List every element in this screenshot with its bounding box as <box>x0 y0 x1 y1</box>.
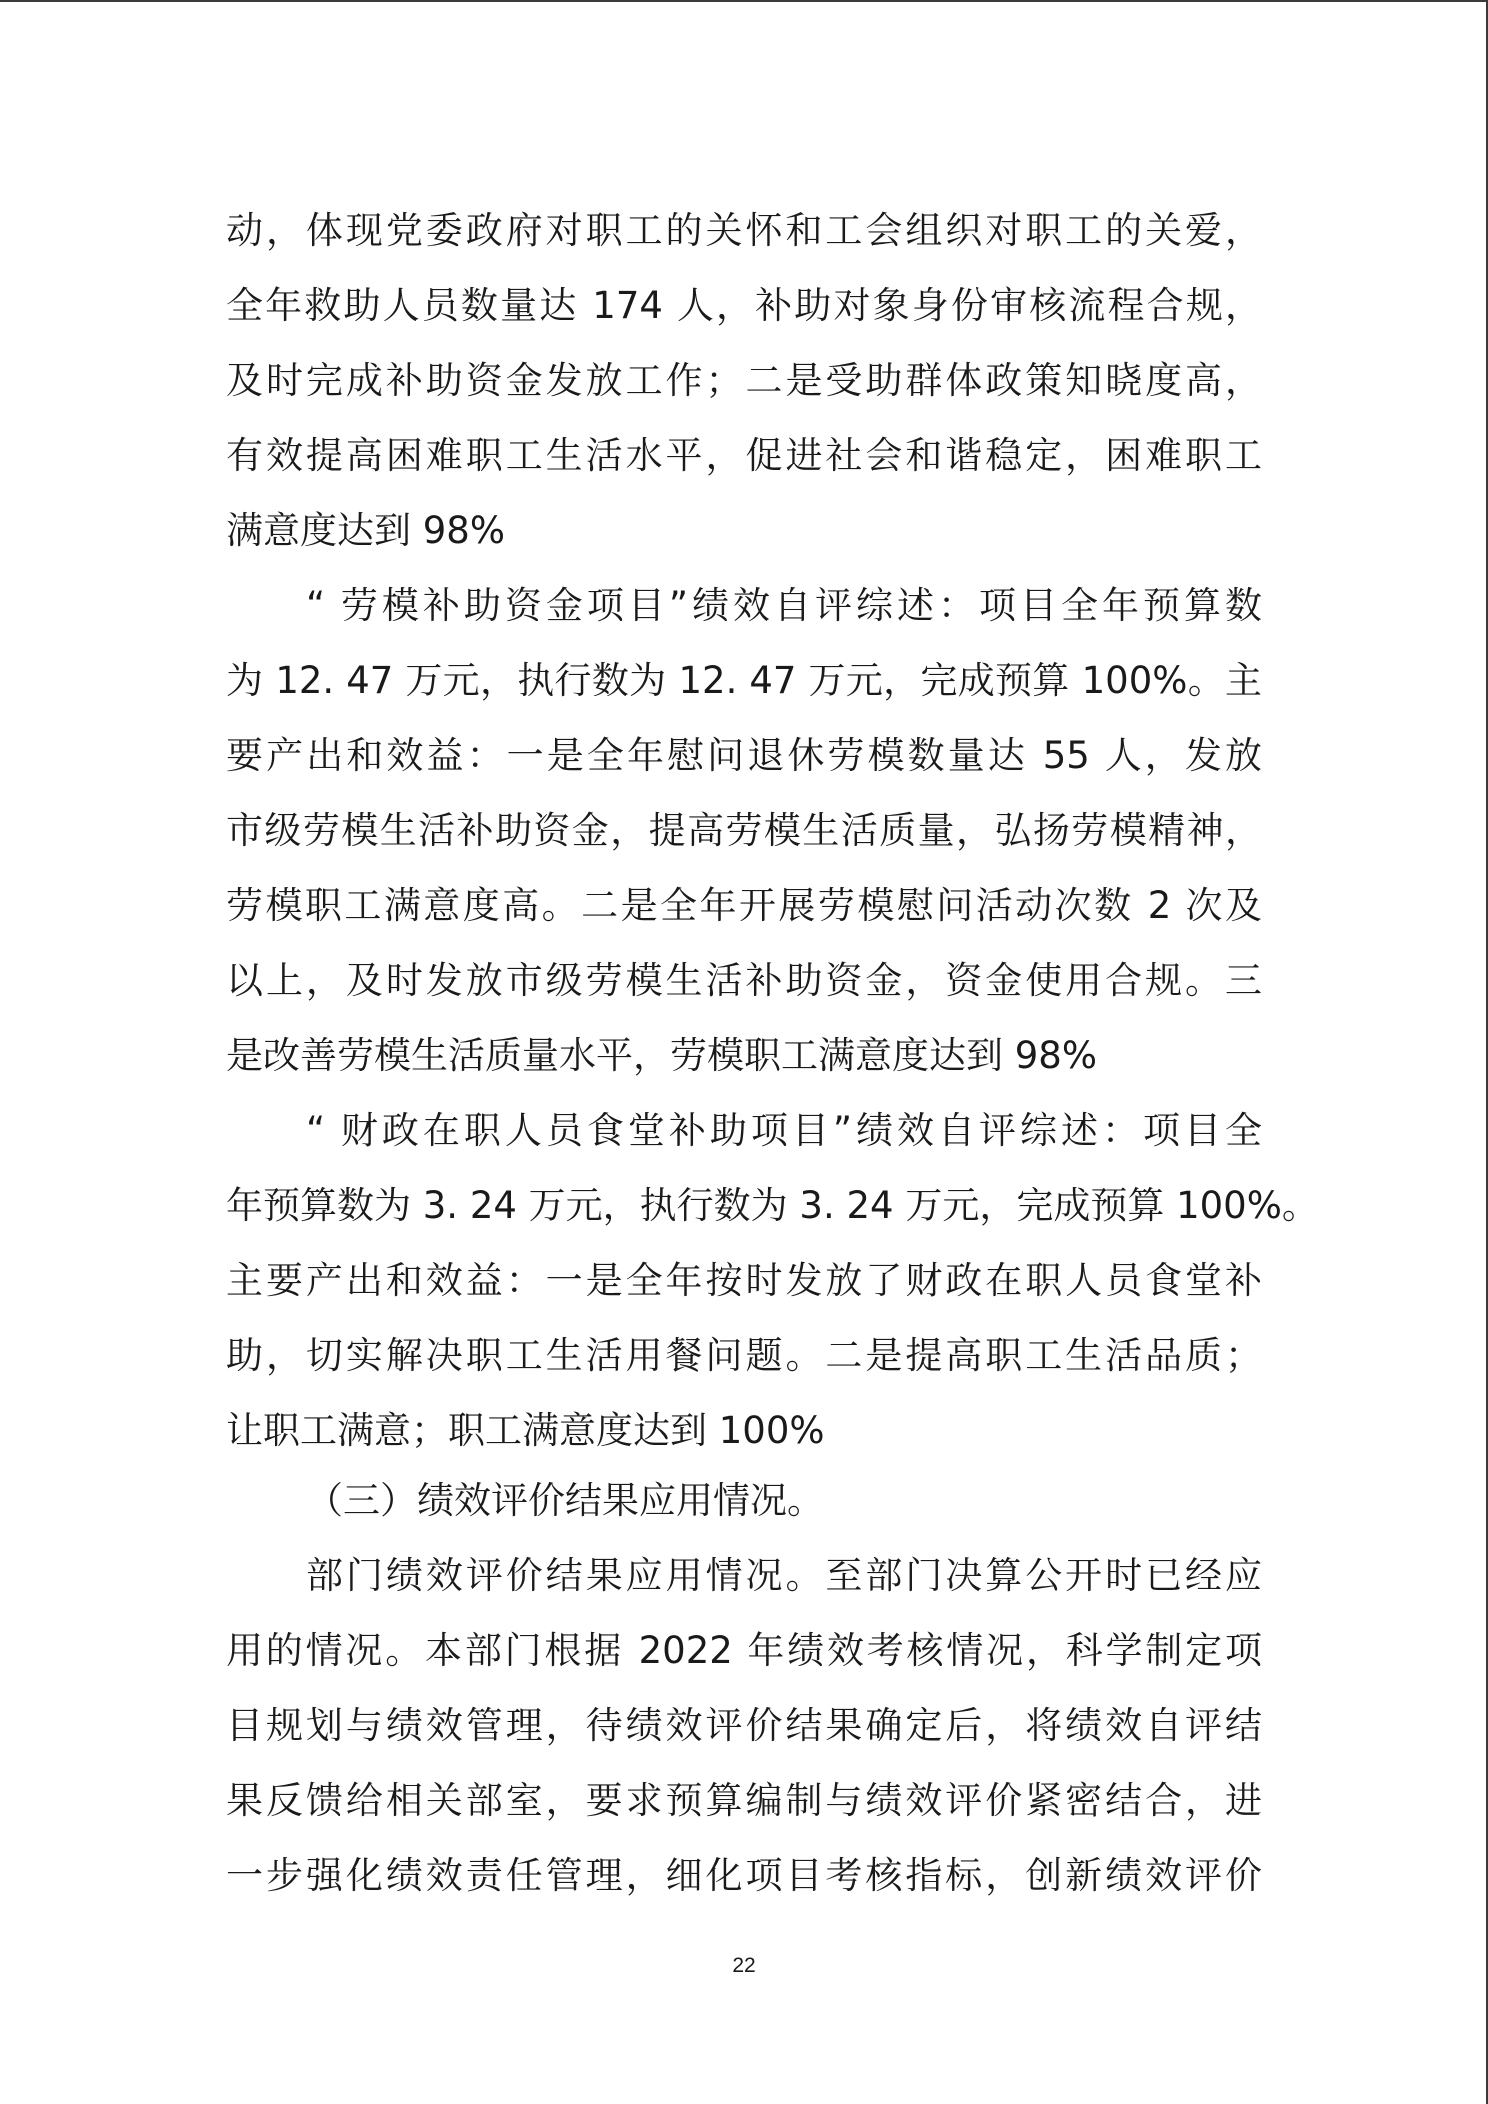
text-line-2: 全年救助人员数量达 174 人，补助对象身份审核流程合规， <box>226 284 1262 327</box>
section-heading: （三）绩效评价结果应用情况。 <box>306 1479 824 1522</box>
text-line-8: 要产出和效益：一是全年慰问退休劳模数量达 55 人，发放 <box>226 734 1262 777</box>
text-line-19: 部门绩效评价结果应用情况。至部门决算公开时已经应 <box>306 1554 1262 1597</box>
text-line-17: 让职工满意；职工满意度达到 100% <box>226 1409 825 1452</box>
text-line-1: 动，体现党委政府对职工的关怀和工会组织对职工的关爱， <box>226 209 1262 252</box>
text-line-21: 目规划与绩效管理，待绩效评价结果确定后，将绩效自评结 <box>226 1704 1262 1747</box>
text-line-5: 满意度达到 98% <box>226 509 505 552</box>
text-line-3: 及时完成补助资金发放工作；二是受助群体政策知晓度高， <box>226 359 1262 402</box>
paragraph-heading-labor-model: “ 劳模补助资金项目”绩效自评综述：项目全年预算数 <box>306 584 1262 627</box>
text-line-16: 助，切实解决职工生活用餐问题。二是提高职工生活品质； <box>226 1334 1262 1377</box>
text-line-23: 一步强化绩效责任管理，细化项目考核指标，创新绩效评价 <box>226 1854 1262 1897</box>
text-line-12: 是改善劳模生活质量水平，劳模职工满意度达到 98% <box>226 1034 1097 1077</box>
text-line-11: 以上，及时发放市级劳模生活补助资金，资金使用合规。三 <box>226 959 1262 1002</box>
text-line-9: 市级劳模生活补助资金，提高劳模生活质量，弘扬劳模精神， <box>226 809 1262 852</box>
text-line-15: 主要产出和效益：一是全年按时发放了财政在职人员食堂补 <box>226 1259 1262 1302</box>
paragraph-heading-canteen: “ 财政在职人员食堂补助项目”绩效自评综述：项目全 <box>306 1109 1262 1152</box>
page-number: 22 <box>732 1954 756 1977</box>
text-line-22: 果反馈给相关部室，要求预算编制与绩效评价紧密结合，进 <box>226 1779 1262 1822</box>
text-line-14: 年预算数为 3. 24 万元，执行数为 3. 24 万元，完成预算 100%。 <box>226 1184 1319 1227</box>
text-line-20: 用的情况。本部门根据 2022 年绩效考核情况，科学制定项 <box>226 1629 1262 1672</box>
text-line-7: 为 12. 47 万元，执行数为 12. 47 万元，完成预算 100%。主 <box>226 659 1262 702</box>
text-line-10: 劳模职工满意度高。二是全年开展劳模慰问活动次数 2 次及 <box>226 884 1262 927</box>
text-line-4: 有效提高困难职工生活水平，促进社会和谐稳定，困难职工 <box>226 434 1262 477</box>
